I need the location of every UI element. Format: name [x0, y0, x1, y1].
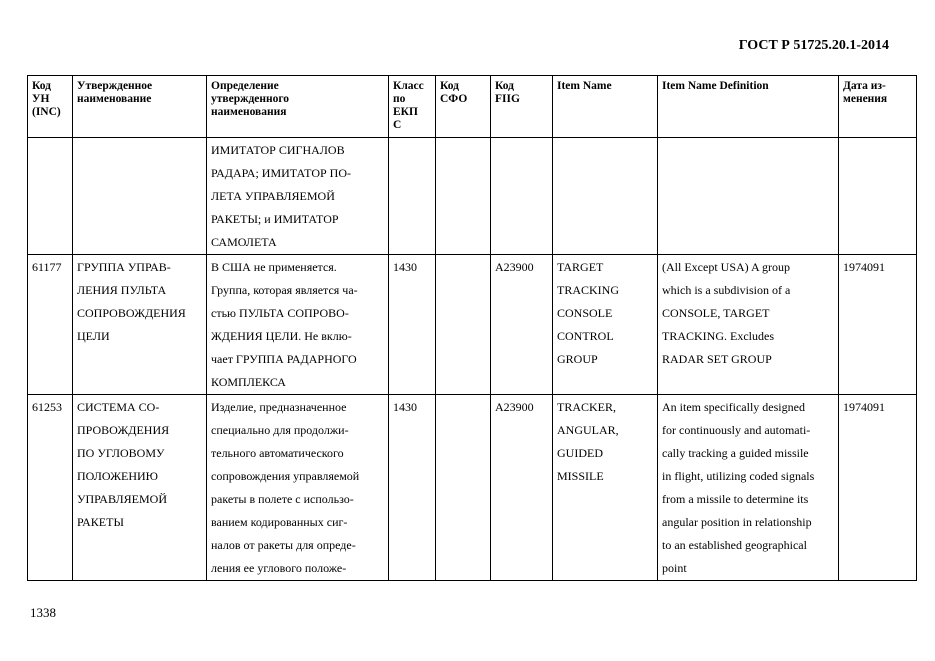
header-line: (INC) — [32, 106, 61, 118]
item-definition-cell — [658, 395, 839, 581]
col-sfo-code-header — [436, 76, 491, 138]
cell-line: чает ГРУППА РАДАРНОГО — [211, 352, 357, 366]
col-fiig-code-header — [491, 76, 553, 138]
header-line: Класс — [393, 80, 424, 92]
cell-line: сопровождения управляемой — [211, 469, 360, 483]
change-date-cell: 1974091 — [839, 395, 917, 581]
cell-line: В США не применяется. — [211, 260, 337, 274]
cell-line: РАДАРА; ИМИТАТОР ПО- — [211, 166, 351, 180]
cell-line: САМОЛЕТА — [211, 235, 277, 249]
fiig-code-cell: A23900 — [491, 255, 553, 395]
change-date-cell — [839, 138, 917, 255]
cell-line: TARGET — [557, 260, 604, 274]
catalog-table — [27, 75, 917, 581]
table-row — [28, 255, 917, 395]
cell-line: to an established geographical — [662, 538, 807, 552]
header-line: Item Name Definition — [662, 80, 769, 92]
cell-line: ЛЕТА УПРАВЛЯЕМОЙ — [211, 189, 335, 203]
cell-line: ванием кодированных сиг- — [211, 515, 348, 529]
item-definition-cell — [658, 138, 839, 255]
header-line: утвержденного — [211, 93, 290, 105]
cell-line: TRACKING — [557, 283, 619, 297]
cell-line: ЖДЕНИЯ ЦЕЛИ. Не вклю- — [211, 329, 352, 343]
col-inc-header — [28, 76, 73, 138]
cell-line: GROUP — [557, 352, 598, 366]
col-change-date-header — [839, 76, 917, 138]
cell-line: CONTROL — [557, 329, 614, 343]
cell-line: ПРОВОЖДЕНИЯ — [77, 423, 170, 437]
ekps-class-cell — [389, 138, 436, 255]
cell-line: An item specifically designed — [662, 400, 805, 414]
cell-line: TRACKING. Excludes — [662, 329, 774, 343]
cell-line: ANGULAR, — [557, 423, 619, 437]
cell-line: GUIDED — [557, 446, 603, 460]
cell-line: from a missile to determine its — [662, 492, 809, 506]
col-approved-name-header — [73, 76, 207, 138]
cell-line: for continuously and automati- — [662, 423, 811, 437]
approved-name-cell — [73, 138, 207, 255]
col-item-definition-header — [658, 76, 839, 138]
cell-line: ПО УГЛОВОМУ — [77, 446, 165, 460]
cell-line: Группа, которая является ча- — [211, 283, 358, 297]
ekps-class-cell: 1430 — [389, 395, 436, 581]
header-line: по — [393, 93, 406, 105]
cell-line: TRACKER, — [557, 400, 617, 414]
header-line: СФО — [440, 93, 468, 105]
cell-line: ЛЕНИЯ ПУЛЬТА — [77, 283, 167, 297]
cell-line: ИМИТАТОР СИГНАЛОВ — [211, 143, 345, 157]
header-line: FIIG — [495, 93, 520, 105]
cell-line: Изделие, предназначенное — [211, 400, 347, 414]
cell-line: УПРАВЛЯЕМОЙ — [77, 492, 167, 506]
item-name-cell — [553, 138, 658, 255]
change-date-cell: 1974091 — [839, 255, 917, 395]
cell-line: ПОЛОЖЕНИЮ — [77, 469, 158, 483]
fiig-code-cell: A23900 — [491, 395, 553, 581]
cell-line: ЦЕЛИ — [77, 329, 110, 343]
page-number: 1338 — [30, 605, 56, 620]
cell-line: angular position in relationship — [662, 515, 812, 529]
cell-line: стью ПУЛЬТА СОПРОВО- — [211, 306, 349, 320]
inc-cell: 61253 — [28, 395, 73, 581]
inc-cell — [28, 138, 73, 255]
cell-line: тельного автоматического — [211, 446, 344, 460]
inc-cell: 61177 — [28, 255, 73, 395]
header-line: Определение — [211, 80, 279, 92]
col-ekps-class-header — [389, 76, 436, 138]
item-name-cell — [553, 255, 658, 395]
header-line: наименование — [77, 93, 152, 105]
definition-cell — [207, 138, 389, 255]
header-line: ЕКП — [393, 106, 418, 118]
cell-line: РАКЕТЫ — [77, 515, 124, 529]
cell-line: MISSILE — [557, 469, 604, 483]
header-line: Дата из- — [843, 80, 886, 92]
approved-name-cell — [73, 395, 207, 581]
header-line: Item Name — [557, 80, 612, 92]
table-row — [28, 395, 917, 581]
col-definition-header — [207, 76, 389, 138]
cell-line: СИСТЕМА СО- — [77, 400, 160, 414]
item-name-cell — [553, 395, 658, 581]
cell-line: налов от ракеты для опреде- — [211, 538, 356, 552]
header-line: УН — [32, 93, 50, 105]
header-line: Код — [440, 80, 460, 92]
cell-line: КОМПЛЕКСА — [211, 375, 286, 389]
header-line: Утвержденное — [77, 80, 153, 92]
cell-line: ракеты в полете с использо- — [211, 492, 354, 506]
sfo-code-cell — [436, 255, 491, 395]
definition-cell — [207, 395, 389, 581]
cell-line: point — [662, 561, 687, 575]
table-body — [28, 138, 917, 581]
cell-line: CONSOLE — [557, 306, 613, 320]
col-item-name-header — [553, 76, 658, 138]
header-line: наименования — [211, 106, 287, 118]
header-line: Код — [495, 80, 515, 92]
fiig-code-cell — [491, 138, 553, 255]
sfo-code-cell — [436, 395, 491, 581]
cell-line: СОПРОВОЖДЕНИЯ — [77, 306, 186, 320]
table-header-row — [28, 76, 917, 138]
header-line: Код — [32, 80, 52, 92]
header-line: менения — [843, 93, 888, 105]
cell-line: ГРУППА УПРАВ- — [77, 260, 171, 274]
ekps-class-cell: 1430 — [389, 255, 436, 395]
cell-line: специально для продолжи- — [211, 423, 349, 437]
standard-designation: ГОСТ Р 51725.20.1-2014 — [738, 38, 889, 53]
table-row — [28, 138, 917, 255]
approved-name-cell — [73, 255, 207, 395]
header-line: С — [393, 119, 402, 131]
cell-line: RADAR SET GROUP — [662, 352, 772, 366]
cell-line: cally tracking a guided missile — [662, 446, 809, 460]
sfo-code-cell — [436, 138, 491, 255]
cell-line: CONSOLE, TARGET — [662, 306, 770, 320]
item-definition-cell — [658, 255, 839, 395]
cell-line: in flight, utilizing coded signals — [662, 469, 815, 483]
cell-line: ления ее углового положе- — [211, 561, 347, 575]
cell-line: which is a subdivision of a — [662, 283, 791, 297]
definition-cell — [207, 255, 389, 395]
cell-line: РАКЕТЫ; и ИМИТАТОР — [211, 212, 339, 226]
cell-line: (All Except USA) A group — [662, 260, 790, 274]
